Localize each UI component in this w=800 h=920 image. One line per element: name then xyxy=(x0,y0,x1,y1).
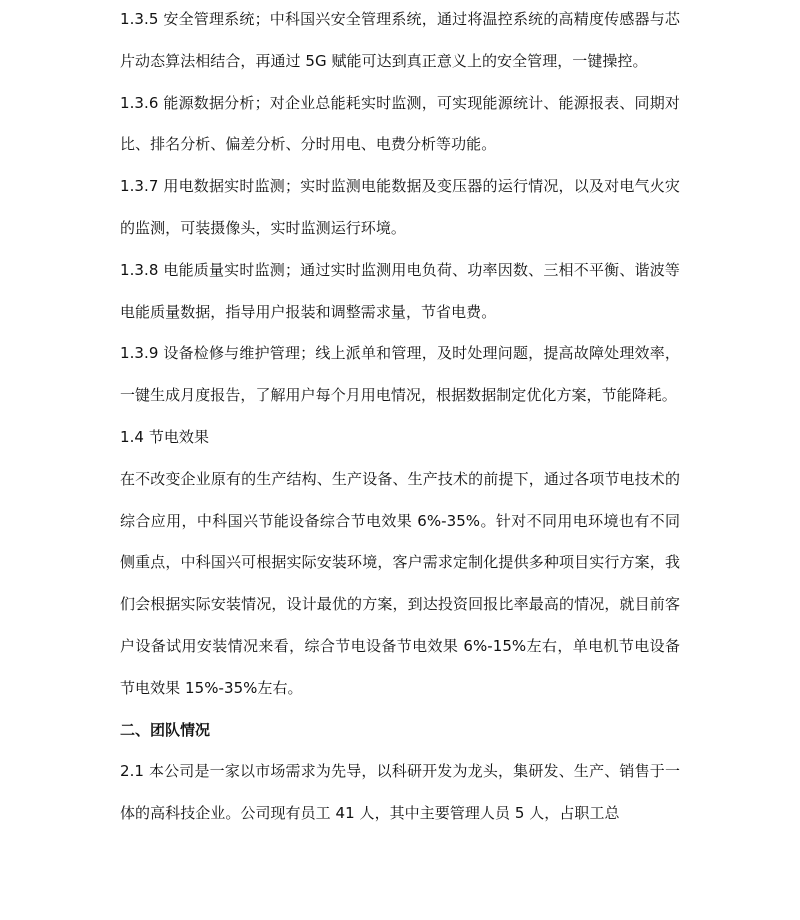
paragraph-1-3-6: 1.3.6 能源数据分析；对企业总能耗实时监测，可实现能源统计、能源报表、同期对比、排名分析、偏差分析、分时用电、电费分析等功能。 xyxy=(120,93,680,154)
section-heading-team: 二、团队情况 xyxy=(120,720,211,739)
paragraph-1-3-9: 1.3.9 设备检修与维护管理；线上派单和管理，及时处理问题，提高故障处理效率，一键生成月度报告，了解用户每个月用电情况，根据数据制定优化方案，节能降耗。 xyxy=(120,344,680,405)
subheading-1-4: 1.4 节电效果 xyxy=(120,427,210,446)
paragraph-2-1: 2.1 本公司是一家以市场需求为先导，以科研开发为龙头，集研发、生产、销售于一体的高科技企业。公司现有员工 41 人，其中主要管理人员 5 人，占职工总 xyxy=(120,762,680,823)
document-page xyxy=(120,0,680,835)
paragraph-1-3-7: 1.3.7 用电数据实时监测；实时监测电能数据及变压器的运行情况，以及对电气火灾的监测，可装摄像头，实时监测运行环境。 xyxy=(120,177,680,237)
paragraph-1-3-5: 1.3.5 安全管理系统；中科国兴安全管理系统，通过将温控系统的高精度传感器与芯片动态算法相结合，再通过 5G 赋能可达到真正意义上的安全管理，一键操控。 xyxy=(120,10,680,70)
paragraph-power-saving-effect: 在不改变企业原有的生产结构、生产设备、生产技术的前提下，通过各项节电技术的综合应用，中科国兴节能设备综合节电效果 6%-35%。针对不同用电环境也有不同侧重点，中科国兴可根据实际安装环境，客户需求定制化提供多种项目实行方案，我们会根据实际安装情况，设计最优的方案，到达投资回报比率最高的情况，就目前客户设备试用安装情况来看，综合节电设备节电效果 6%-15%左右，单电机节电设备节电效果 15%-35%左右。 xyxy=(120,469,680,697)
paragraph-1-3-8: 1.3.8 电能质量实时监测；通过实时监测用电负荷、功率因数、三相不平衡、谐波等电能质量数据，指导用户报装和调整需求量，节省电费。 xyxy=(120,260,680,321)
